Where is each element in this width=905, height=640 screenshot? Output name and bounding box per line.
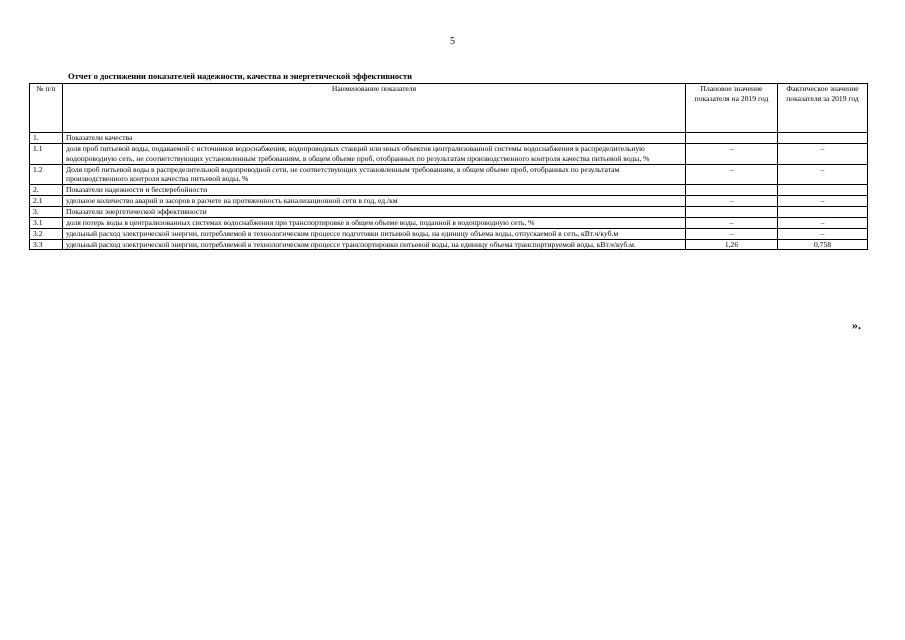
table-row	[30, 143, 868, 164]
row-actual-value: –	[778, 143, 868, 164]
row-number: 2.	[30, 185, 63, 196]
row-indicator-name: Показатели энергетической эффективности	[63, 207, 686, 218]
table-row	[30, 207, 868, 218]
row-planned-value: –	[686, 164, 778, 185]
row-planned-value: 1,26	[686, 239, 778, 250]
row-planned-value	[686, 133, 778, 144]
header-actual-value: Фактическое значение показателя за 2019 год	[778, 84, 868, 133]
row-indicator-name: удельный расход электрической энергии, потребляемой в технологическом процессе подготовки питьевой воды, на единицу объема воды, отпускаемой в сеть, кВт.ч/куб.м	[63, 228, 686, 239]
table-row	[30, 217, 868, 228]
row-planned-value	[686, 207, 778, 218]
row-indicator-name: Доля проб питьевой воды в распределительной водопроводной сети, не соответствующих установленным требованиям, в общем объеме проб, отобранных по результатам производственного контроля качества питьевой воды, %	[63, 164, 686, 185]
table-row	[30, 228, 868, 239]
table-row	[30, 239, 868, 250]
indicators-table	[29, 83, 868, 250]
row-planned-value	[686, 185, 778, 196]
table-row	[30, 196, 868, 207]
row-actual-value: –	[778, 228, 868, 239]
row-planned-value: –	[686, 196, 778, 207]
page-number: 5	[450, 36, 455, 47]
row-indicator-name: доля потерь воды в централизованных системах водоснабжения при транспортировке в общем объеме воды, поданной в водопроводную сеть, %	[63, 217, 686, 228]
row-number: 1.1	[30, 143, 63, 164]
row-indicator-name: удельное количество аварий и засоров в расчете на протяженность канализационной сети в год, ед./км	[63, 196, 686, 207]
table-row	[30, 164, 868, 185]
table-row	[30, 133, 868, 144]
row-indicator-name: Показатели качества	[63, 133, 686, 144]
row-actual-value	[778, 185, 868, 196]
closing-quote-mark: ».	[852, 318, 861, 332]
row-number: 2.1	[30, 196, 63, 207]
header-number: № п/п	[30, 84, 63, 133]
table-row	[30, 185, 868, 196]
row-indicator-name: доля проб питьевой воды, подаваемой с источников водоснабжения, водопроводных станций или иных объектов централизованной системы водоснабжения в распределительную водопроводную сеть, не соответствующих установленным требованиям, в общем объеме проб, отобранных по результатам производственного контроля качества питьевой воды, %	[63, 143, 686, 164]
row-actual-value: –	[778, 196, 868, 207]
row-number: 3.2	[30, 228, 63, 239]
row-actual-value	[778, 207, 868, 218]
row-number: 3.	[30, 207, 63, 218]
row-actual-value	[778, 133, 868, 144]
row-planned-value: –	[686, 228, 778, 239]
header-indicator-name: Наименование показателя	[63, 84, 686, 133]
row-actual-value: –	[778, 217, 868, 228]
row-planned-value: –	[686, 143, 778, 164]
row-actual-value: 0,758	[778, 239, 868, 250]
report-title: Отчет о достижении показателей надежности, качества и энергетической эффективности	[68, 71, 412, 81]
header-planned-value: Плановое значение показателя на 2019 год	[686, 84, 778, 133]
row-number: 1.	[30, 133, 63, 144]
row-number: 1.2	[30, 164, 63, 185]
row-number: 3.1	[30, 217, 63, 228]
row-indicator-name: Показатели надежности и бесперебойности	[63, 185, 686, 196]
row-actual-value: –	[778, 164, 868, 185]
row-planned-value: –	[686, 217, 778, 228]
row-number: 3.3	[30, 239, 63, 250]
row-indicator-name: удельный расход электрической энергии, потребляемой в технологическом процессе транспортировки питьевой воды, на единицу объема транспортируемой воды, кВт.ч/куб.м.	[63, 239, 686, 250]
table-header-row	[30, 84, 868, 133]
